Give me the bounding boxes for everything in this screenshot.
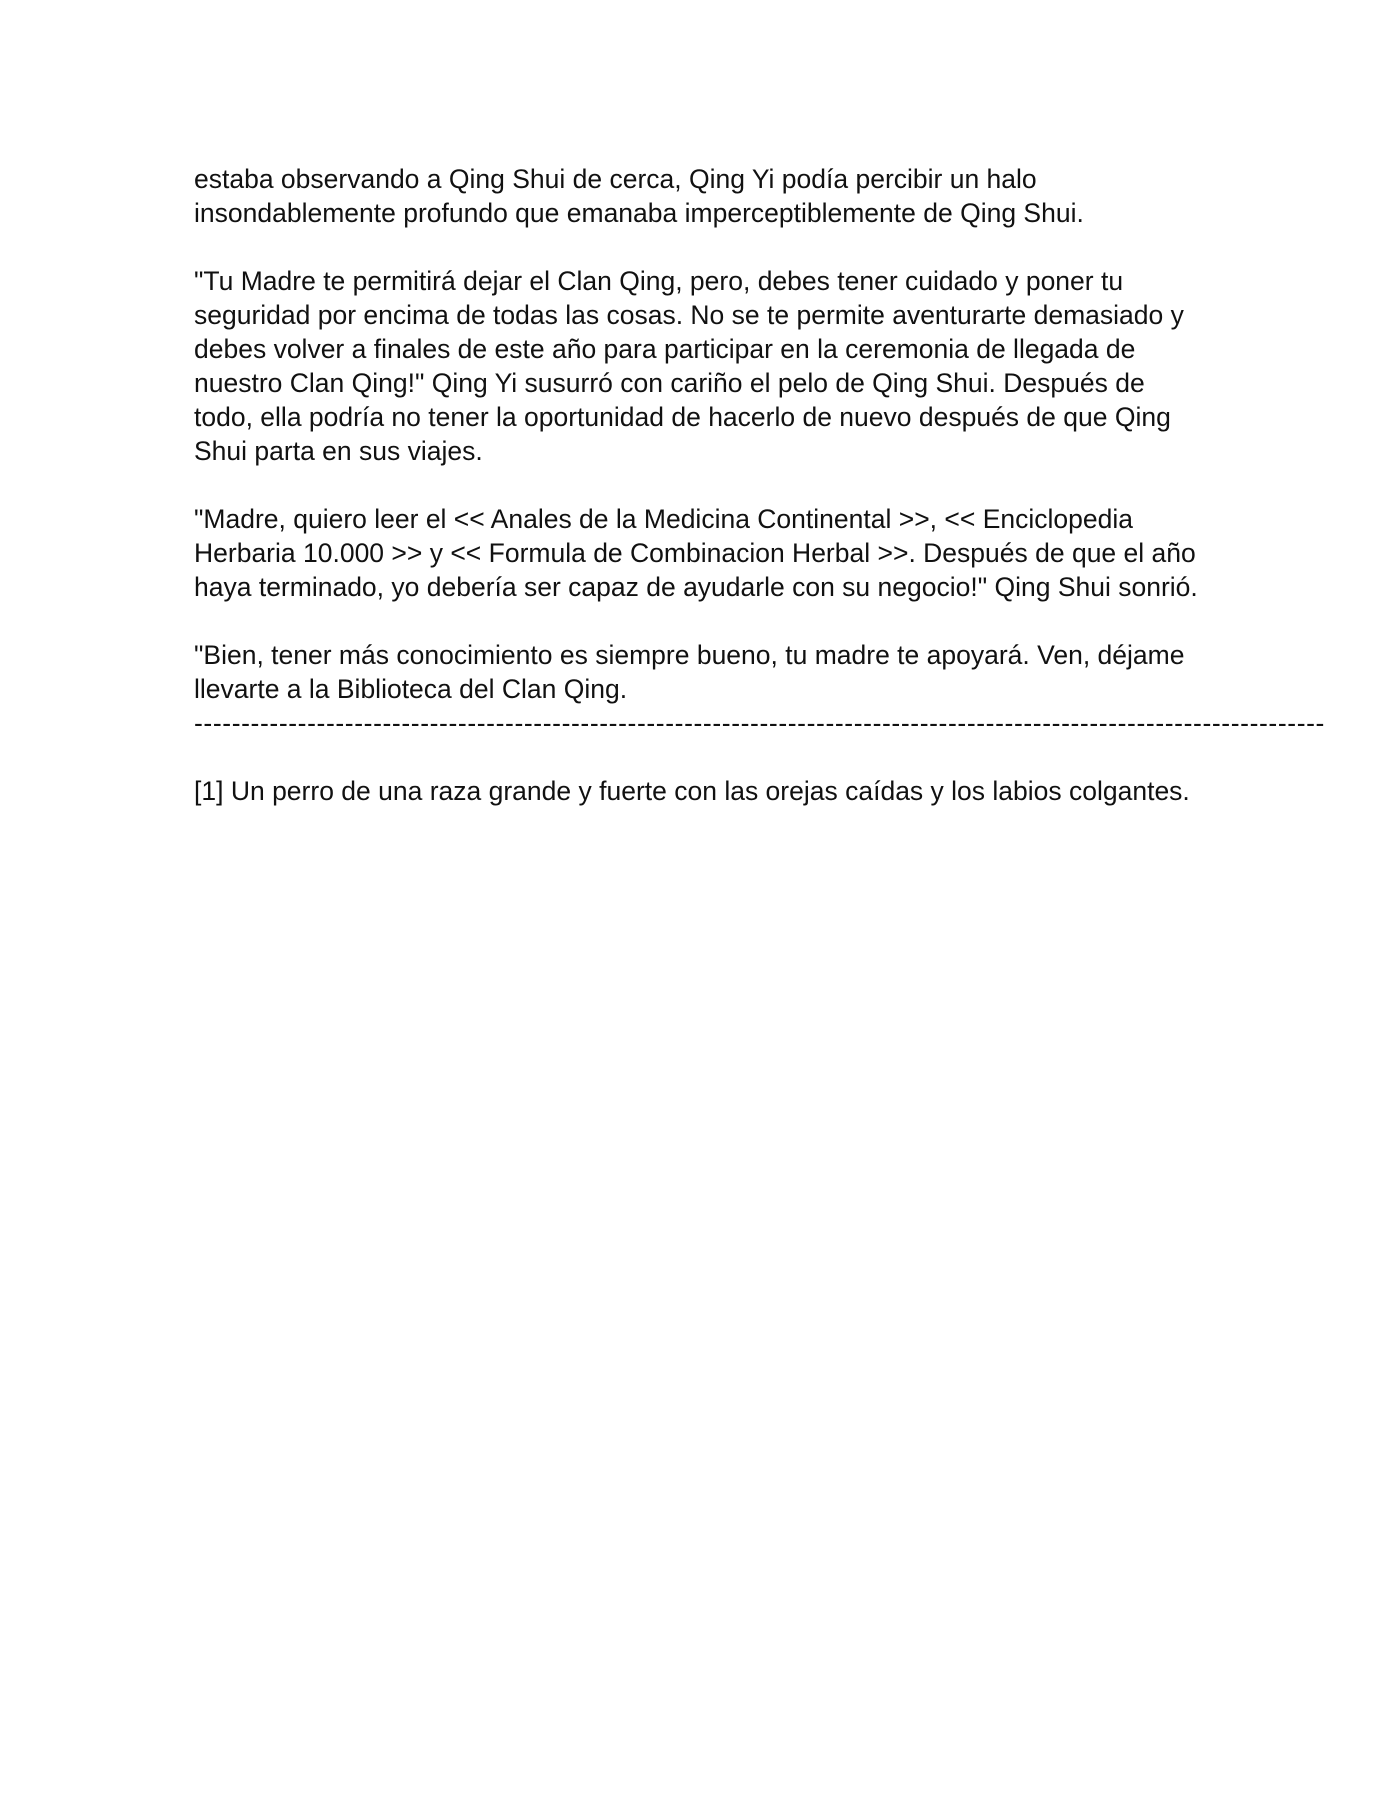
- footnote: [1] Un perro de una raza grande y fuerte con las orejas caídas y los labios colgantes.: [194, 776, 1190, 806]
- dashed-separator: ------------------------------------------------------------------------------------------------------------------------: [194, 708, 1325, 738]
- paragraph-1: estaba observando a Qing Shui de cerca, Qing Yi podía percibir un halo insondablemente profundo que emanaba imperceptiblemente de Qing Shui.: [194, 164, 1084, 228]
- paragraph-3: "Madre, quiero leer el << Anales de la Medicina Continental >>, << Enciclopedia Herbaria 10.000 >> y << Formula de Combinacion Herbal >>. Después de que el año haya terminado, yo debería ser capaz de ayudarle con su negocio!" Qing Shui sonrió.: [194, 504, 1198, 602]
- paragraph-4: "Bien, tener más conocimiento es siempre bueno, tu madre te apoyará. Ven, déjame llevarte a la Biblioteca del Clan Qing.: [194, 640, 1185, 704]
- paragraph-2: "Tu Madre te permitirá dejar el Clan Qing, pero, debes tener cuidado y poner tu seguridad por encima de todas las cosas. No se te permite aventurarte demasiado y debes volver a finales de este año para participar en la ceremonia de llegada de nuestro Clan Qing!" Qing Yi susurró con cariño el pelo de Qing Shui. Después de todo, ella podría no tener la oportunidad de hacerlo de nuevo después de que Qing Shui parta en sus viajes.: [194, 266, 1184, 466]
- document-body: [194, 162, 1325, 808]
